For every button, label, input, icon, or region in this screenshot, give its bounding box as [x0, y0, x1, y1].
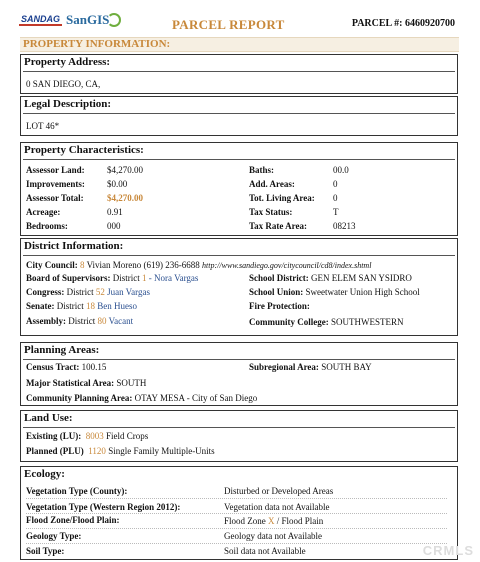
- flood-zone-text: Flood Zone: [224, 516, 266, 526]
- fire-protection-row: [249, 301, 310, 311]
- congress-name[interactable]: Juan Vargas: [107, 287, 151, 297]
- community-college-row: [249, 317, 404, 327]
- assessor-total-label: Assessor Total:: [26, 193, 84, 203]
- planning-areas-box: [20, 342, 458, 406]
- assembly-label: Assembly:: [26, 316, 66, 326]
- tax-rate-area-label: Tax Rate Area:: [249, 221, 307, 231]
- property-information-band: [20, 37, 459, 52]
- property-address-box: [20, 54, 458, 94]
- planned-land-use-code: 1120: [88, 446, 106, 456]
- total-living-area-value: 0: [333, 193, 338, 203]
- flood-zone-value: [224, 516, 323, 526]
- school-district-value: GEN ELEM SAN YSIDRO: [311, 273, 412, 283]
- vegetation-western-label: Vegetation Type (Western Region 2012):: [26, 502, 181, 512]
- divider: [23, 71, 455, 72]
- subregional-area-label: Subregional Area:: [249, 362, 319, 372]
- bedrooms-label: Bedrooms:: [26, 221, 68, 231]
- sangis-logo-text: SanGIS: [66, 12, 110, 27]
- senate-prefix: District: [56, 301, 84, 311]
- property-characteristics-title: Property Characteristics:: [24, 144, 144, 156]
- parcel-report-page: [17, 8, 461, 558]
- assembly-name[interactable]: Vacant: [108, 316, 134, 326]
- city-council-row: [26, 260, 371, 270]
- sandag-sangis-logo: [19, 12, 121, 28]
- flood-zone-label: Flood Zone/Flood Plain:: [26, 515, 120, 525]
- baths-label: Baths:: [249, 165, 275, 175]
- city-council-member: Vivian Moreno (619) 236-6688: [86, 260, 200, 270]
- community-planning-area-value: OTAY MESA - City of San Diego: [134, 393, 258, 403]
- existing-land-use-label: Existing (LU):: [26, 431, 82, 441]
- major-statistical-area-value: SOUTH: [116, 378, 147, 388]
- soil-type-value: Soil data not Available: [224, 546, 306, 556]
- subregional-area-row: [249, 362, 372, 372]
- legal-description-box: [20, 96, 458, 136]
- planned-land-use-row: [26, 446, 215, 456]
- senate-row: [26, 301, 137, 311]
- ecology-title: Ecology:: [24, 468, 65, 480]
- report-header: [17, 8, 461, 36]
- divider: [23, 427, 455, 428]
- vegetation-county-value: Disturbed or Developed Areas: [224, 486, 334, 496]
- legal-description-value: LOT 46*: [26, 121, 60, 131]
- geology-type-label: Geology Type:: [26, 531, 82, 541]
- parcel-label: PARCEL #:: [351, 18, 403, 29]
- supervisors-row: [26, 273, 198, 283]
- parcel-value: 6460920700: [405, 18, 455, 29]
- planning-areas-title: Planning Areas:: [24, 344, 100, 356]
- divider: [23, 113, 455, 114]
- tax-rate-area-value: 08213: [333, 221, 356, 231]
- flood-zone-code: X: [268, 516, 275, 526]
- assessor-land-value: $4,270.00: [107, 165, 143, 175]
- improvements-value: $0.00: [107, 179, 128, 189]
- assembly-prefix: District: [68, 316, 96, 326]
- acreage-value: 0.91: [107, 207, 123, 217]
- flood-plain-text: / Flood Plain: [276, 516, 324, 526]
- planned-land-use-desc: Single Family Multiple-Units: [108, 446, 215, 456]
- existing-land-use-row: [26, 431, 148, 441]
- census-tract-value: 100.15: [81, 362, 107, 372]
- row-separator: [26, 498, 447, 499]
- legal-description-title: Legal Description:: [24, 98, 112, 110]
- community-college-value: SOUTHWESTERN: [331, 317, 404, 327]
- land-use-box: [20, 410, 458, 462]
- improvements-label: Improvements:: [26, 179, 85, 189]
- assessor-total-value: $4,270.00: [107, 193, 143, 203]
- assessor-land-label: Assessor Land:: [26, 165, 85, 175]
- parcel-number: [352, 18, 455, 29]
- congress-label: Congress:: [26, 287, 65, 297]
- total-living-area-label: Tot. Living Area:: [249, 193, 315, 203]
- community-planning-area-row: [26, 393, 257, 403]
- existing-land-use-desc: Field Crops: [106, 431, 149, 441]
- vegetation-western-value: Vegetation data not Available: [224, 502, 330, 512]
- major-statistical-area-row: [26, 378, 146, 388]
- bedrooms-value: 000: [107, 221, 121, 231]
- crmls-watermark: CRMLS: [422, 543, 474, 558]
- school-union-value: Sweetwater Union High School: [305, 287, 420, 297]
- divider: [23, 255, 455, 256]
- major-statistical-area-label: Major Statistical Area:: [26, 378, 115, 388]
- row-separator: [26, 543, 447, 544]
- assembly-district: 80: [97, 316, 107, 326]
- ecology-box: [20, 466, 458, 560]
- congress-prefix: District: [66, 287, 94, 297]
- add-areas-label: Add. Areas:: [249, 179, 295, 189]
- row-separator: [26, 513, 447, 514]
- baths-value: 00.0: [333, 165, 349, 175]
- subregional-area-value: SOUTH BAY: [321, 362, 372, 372]
- congress-row: [26, 287, 150, 297]
- property-address-title: Property Address:: [24, 56, 111, 68]
- city-council-label: City Council:: [26, 260, 78, 270]
- geology-type-value: Geology data not Available: [224, 531, 323, 541]
- property-information-label: PROPERTY INFORMATION:: [23, 38, 171, 50]
- report-title: PARCEL REPORT: [172, 17, 285, 32]
- land-use-title: Land Use:: [24, 412, 73, 424]
- divider: [23, 359, 455, 360]
- school-union-row: [249, 287, 420, 297]
- city-council-district: 8: [80, 260, 85, 270]
- congress-district: 52: [95, 287, 105, 297]
- senate-district: 18: [86, 301, 95, 311]
- planned-land-use-label: Planned (PLU): [26, 446, 84, 456]
- row-separator: [26, 528, 447, 529]
- property-characteristics-box: [20, 142, 458, 236]
- school-district-label: School District:: [249, 273, 309, 283]
- tax-status-value: T: [333, 207, 339, 217]
- property-address-value: 0 SAN DIEGO, CA,: [26, 79, 101, 89]
- divider: [23, 159, 455, 160]
- school-union-label: School Union:: [249, 287, 304, 297]
- district-information-title: District Information:: [24, 240, 124, 252]
- tax-status-label: Tax Status:: [249, 207, 293, 217]
- supervisors-district: 1: [142, 273, 147, 283]
- senate-label: Senate:: [26, 301, 55, 311]
- sangis-swoosh-icon: [107, 13, 121, 27]
- census-tract-row: [26, 362, 106, 372]
- district-information-box: [20, 238, 458, 336]
- supervisors-name[interactable]: - Nora Vargas: [148, 273, 199, 283]
- city-council-link[interactable]: http://www.sandiego.gov/citycouncil/cd8/index.shtml: [202, 261, 372, 270]
- add-areas-value: 0: [333, 179, 338, 189]
- assembly-row: [26, 316, 133, 326]
- fire-protection-label: Fire Protection:: [249, 301, 310, 311]
- existing-land-use-code: 8003: [85, 431, 104, 441]
- school-district-row: [249, 273, 412, 283]
- community-college-label: Community College:: [249, 317, 329, 327]
- census-tract-label: Census Tract:: [26, 362, 80, 372]
- supervisors-prefix: District: [112, 273, 140, 283]
- community-planning-area-label: Community Planning Area:: [26, 393, 133, 403]
- soil-type-label: Soil Type:: [26, 546, 65, 556]
- senate-name[interactable]: Ben Hueso: [97, 301, 137, 311]
- sandag-logo-text: SANDAG: [21, 14, 61, 24]
- vegetation-county-label: Vegetation Type (County):: [26, 486, 128, 496]
- supervisors-label: Board of Supervisors:: [26, 273, 111, 283]
- acreage-label: Acreage:: [26, 207, 61, 217]
